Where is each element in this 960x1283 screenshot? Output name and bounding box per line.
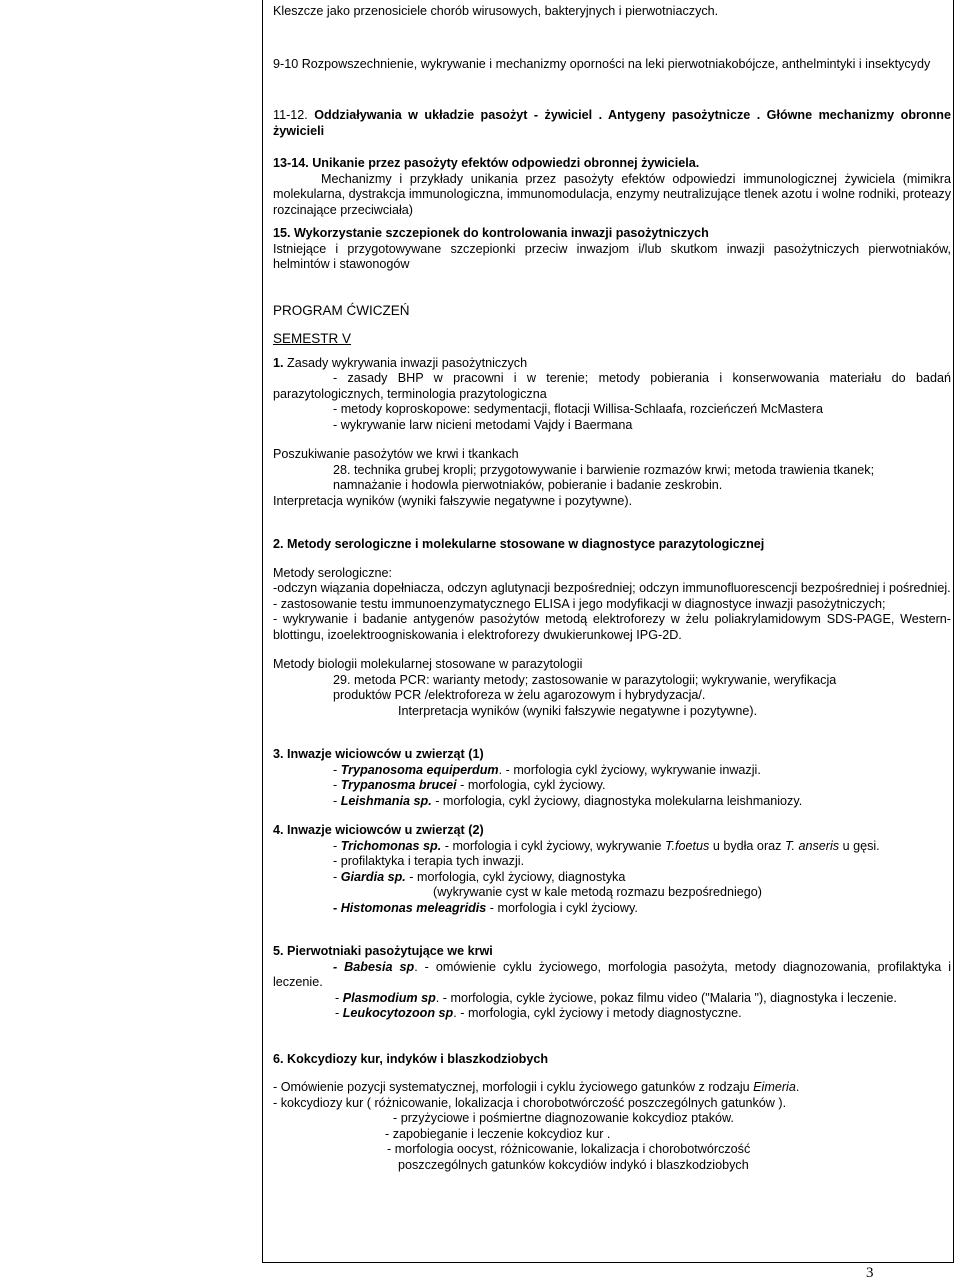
species-name: - Histomonas meleagridis <box>333 900 487 915</box>
item-text: . <box>795 1080 800 1094</box>
species-name: Trypanosma brucei <box>340 778 457 792</box>
intro-line-11-12 <box>273 108 951 139</box>
section-4-item-a <box>273 839 951 855</box>
section-1-item-b: - metody koproskopowe: sedymentacji, flotacji Willisa-Schlaafa, rozcieńczeń McMastera <box>333 402 823 416</box>
species-name: Trypanosoma equiperdum <box>340 762 499 777</box>
section-2-item-b: -odczyn wiązania dopełniacza, odczyn aglutynacji bezpośredniej; odczyn immunofluorescencji bezpośredniej i pośredniej. <box>273 581 951 595</box>
item-text: u gęsi. <box>839 838 880 853</box>
species-name: T. anseris <box>784 838 840 853</box>
section-1-item-a: - zasady BHP w pracowni i w terenie; metody pobierania i konserwowania materiału do badań parazytologicznych, terminologia prazytologiczna <box>273 371 951 401</box>
section-4-item-c <box>273 870 951 886</box>
section-1-title: Zasady wykrywania inwazji pasożytniczych <box>287 355 528 370</box>
section-3-item-a <box>273 763 951 779</box>
item-text: - Omówienie pozycji systematycznej, morfologii i cyklu życiowego gatunków z rodzaju <box>273 1080 754 1094</box>
dash: - <box>333 869 341 884</box>
item-text: - morfologia, cykl życiowy, diagnostyka molekularna leishmaniozy. <box>431 793 803 808</box>
program-title: PROGRAM ĆWICZEŃ <box>273 302 410 318</box>
section-6-item-c: - przyżyciowe i pośmiertne diagnozowanie kokcydioz ptaków. <box>393 1111 734 1125</box>
section-2-item-d: - wykrywanie i badanie antygenów pasożytów metodą elektroforezy w żelu poliakrylamidowym SDS-PAGE, Western-blottingu, izoelektroogniskowania i elektroforezy dwukierunkowej IPG-2D. <box>273 612 951 642</box>
species-name: Giardia sp. <box>340 869 406 884</box>
section-1-item-28-cont: namnażanie i hodowla pierwotniaków, pobieranie i badanie zeskrobin. <box>333 478 723 492</box>
intro-line-15: 15. Wykorzystanie szczepionek do kontrolowania inwazji pasożytniczych <box>273 226 709 240</box>
section-1-item-c: - wykrywanie larw nicieni metodami Vajdy i Baermana <box>333 417 633 432</box>
species-name: Leukocytozoon sp <box>342 1006 454 1020</box>
intro-line-13-14: 13-14. Unikanie przez pasożyty efektów odpowiedzi obronnej żywiciela. <box>273 156 700 170</box>
species-name: - Babesia sp <box>333 959 415 974</box>
item-text: - morfologia i cykl życiowy. <box>486 900 638 915</box>
species-name: Plasmodium sp <box>342 990 436 1005</box>
section-1-heading <box>273 356 951 372</box>
item-text: - morfologia, cykl życiowy. <box>456 778 606 792</box>
species-name: Trichomonas sp. <box>340 838 442 853</box>
section-2-item-29-cont: produktów PCR /elektroforeza w żelu agarozowym i hybrydyzacja/. <box>333 688 706 702</box>
dash: - <box>333 793 341 808</box>
species-name: Leishmania sp. <box>340 793 432 808</box>
section-6-heading: 6. Kokcydiozy kur, indyków i blaszkodziobych <box>273 1051 549 1066</box>
section-4-heading: 4. Inwazje wiciowców u zwierząt (2) <box>273 823 484 837</box>
page-number: 3 <box>866 1265 874 1281</box>
section-3-item-c <box>273 794 951 810</box>
species-name: foetus <box>675 838 710 853</box>
document-body <box>273 4 951 1173</box>
section-3-item-b <box>273 778 951 794</box>
item-text: - morfologia i cykl życiowy, wykrywanie <box>441 838 665 853</box>
section-2-item-29: 29. metoda PCR: warianty metody; zastosowanie w parazytologii; wykrywanie, weryfikacja <box>333 672 837 687</box>
section-1-num: 1. <box>273 355 288 370</box>
section-1-blood-heading: Poszukiwanie pasożytów we krwi i tkankach <box>273 447 519 461</box>
section-5-item-c <box>273 1006 951 1022</box>
section-2-molecular: Metody biologii molekularnej stosowane w parazytologii <box>273 657 583 671</box>
section-5-item-a <box>273 960 951 991</box>
section-3-heading: 3. Inwazje wiciowców u zwierząt (1) <box>273 747 484 761</box>
intro-vaccines: Istniejące i przygotowywane szczepionki przeciw inwazjom i/lub skutkom inwazji pasożytniczych pierwotniaków, helmintów i stawonogów <box>273 241 951 271</box>
section-2-item-c: - zastosowanie testu immunoenzymatycznego ELISA i jego modyfikacji w diagnostyce inwazji pasożytniczych; <box>273 596 886 611</box>
item-text: . - morfologia cykl życiowy, wykrywanie inwazji. <box>498 762 761 777</box>
section-2-serological: Metody serologiczne: <box>273 565 393 580</box>
dash: - <box>333 838 341 853</box>
intro-11-12-num: 11-12. <box>273 108 315 122</box>
item-text: . - morfologia, cykle życiowe, pokaz filmu video ("Malaria "), diagnostyka i leczenie. <box>435 990 897 1005</box>
section-6-item-d: - zapobieganie i leczenie kokcydioz kur . <box>385 1126 611 1141</box>
intro-11-12-text: Oddziaływania w układzie pasożyt - żywiciel . Antygeny pasożytnicze . Główne mechanizmy obronne żywicieli <box>273 108 951 138</box>
section-4-item-d: (wykrywanie cyst w kale metodą rozmazu bezpośredniego) <box>433 885 762 899</box>
semester-label: SEMESTR V <box>273 331 352 346</box>
dash: - <box>333 762 341 777</box>
item-text: . - omówienie cyklu życiowego, morfologia pasożyta, metody diagnozowania, profilaktyka i leczenie. <box>273 959 951 989</box>
section-5-heading: 5. Pierwotniaki pasożytujące we krwi <box>273 944 493 958</box>
genus-name: Eimeria <box>753 1080 796 1094</box>
section-4-item-b: - profilaktyka i terapia tych inwazji. <box>333 854 525 868</box>
intro-line-ticks: Kleszcze jako przenosiciele chorób wirusowych, bakteryjnych i pierwotniaczych. <box>273 4 719 18</box>
item-text: - morfologia, cykl życiowy, diagnostyka <box>405 869 626 884</box>
item-text: u bydła oraz <box>709 838 785 853</box>
section-6-item-b: - kokcydiozy kur ( różnicowanie, lokalizacja i chorobotwórczość poszczególnych gatunków ). <box>273 1095 787 1110</box>
dash: - <box>335 1006 343 1020</box>
intro-line-9-10: 9-10 Rozpowszechnienie, wykrywanie i mechanizmy oporności na leki pierwotniakobójcze, anthelmintyki i insektycydy <box>273 56 931 71</box>
species-abbrev: T. <box>664 838 676 853</box>
section-2-interpretation: Interpretacja wyników (wyniki fałszywie negatywne i pozytywne). <box>398 703 758 718</box>
dash: - <box>333 778 341 792</box>
section-5-item-b <box>273 991 951 1007</box>
intro-mechanisms: Mechanizmy i przykłady unikania przez pasożyty efektów odpowiedzi immunologicznej żywiciela (mimikra molekularna, dystrakcja immunologiczna, immunomodulacja, enzymy neutralizujące tlenek azotu i wolne rodniki, proteazy rozcinające przeciwciała) <box>273 171 951 217</box>
dash: - <box>335 990 343 1005</box>
section-6-item-e: - morfologia oocyst, różnicowanie, lokalizacja i chorobotwórczość <box>387 1142 751 1156</box>
section-6-item-a <box>273 1080 951 1096</box>
item-text: . - morfologia, cykl życiowy i metody diagnostyczne. <box>453 1006 742 1020</box>
section-4-item-e <box>273 901 951 917</box>
section-1-item-28: 28. technika grubej kropli; przygotowywanie i barwienie rozmazów krwi; metoda trawienia tkanek; <box>333 462 875 477</box>
section-1-interpretation: Interpretacja wyników (wyniki fałszywie negatywne i pozytywne). <box>273 493 633 508</box>
section-6-item-f: poszczególnych gatunków kokcydiów indykó i blaszkodziobych <box>398 1157 749 1172</box>
section-2-heading: 2. Metody serologiczne i molekularne stosowane w diagnostyce parazytologicznej <box>273 537 765 551</box>
